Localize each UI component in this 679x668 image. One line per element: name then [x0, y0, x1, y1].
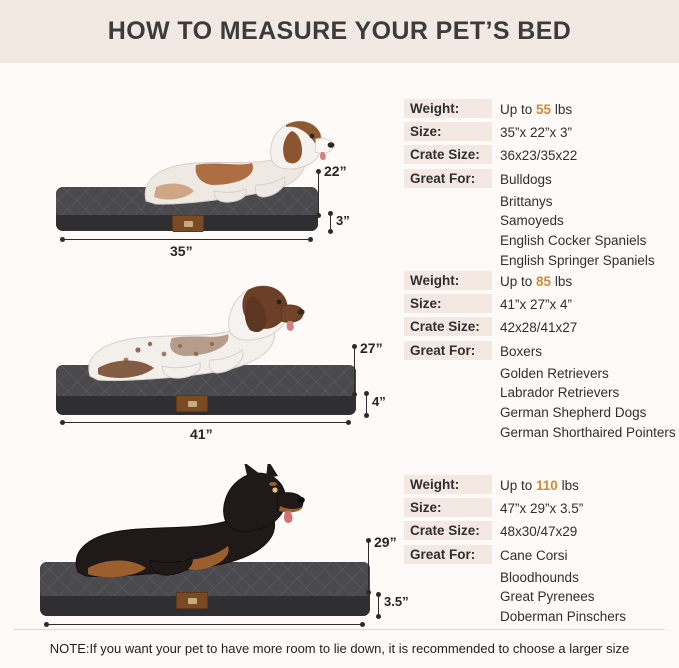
spec-row-size	[404, 122, 679, 144]
spec-label-crate-size: Crate Size:	[404, 145, 492, 164]
spec-value-crate-size: 36x23/35x22	[500, 148, 578, 164]
size-row-medium	[0, 63, 679, 268]
weight-value: 55	[536, 102, 552, 117]
great-for-item: German Shepherd Dogs	[500, 405, 647, 420]
great-for-item: Doberman Pinschers	[500, 609, 627, 624]
spec-label-crate-size: Crate Size:	[404, 317, 492, 336]
bed-illustration-large	[0, 228, 400, 442]
size-row-xlarge	[0, 428, 679, 629]
spec-row-weight	[404, 475, 679, 497]
spec-value-weight	[492, 271, 572, 293]
footer-note: NOTE:If you want your pet to have more room to lie down, it is recommended to choose a larger size	[49, 641, 630, 656]
great-for-item: German Shorthaired Pointers	[500, 424, 676, 440]
spec-label-weight: Weight:	[404, 99, 492, 118]
dim-line-width-medium	[318, 171, 319, 215]
dim-dot	[328, 211, 333, 216]
weight-value: 110	[536, 478, 558, 493]
weight-value: 85	[536, 274, 552, 289]
spec-value-weight	[492, 475, 579, 497]
spec-label-great-for: Great For:	[404, 169, 492, 188]
dim-dot	[316, 213, 321, 218]
dog-illustration-doberman	[62, 464, 322, 584]
spec-row-weight	[404, 271, 679, 293]
spec-value-size: 47”x 29”x 3.5”	[500, 501, 584, 517]
brand-tag-icon	[176, 592, 208, 609]
great-for-item: Boxers	[500, 343, 543, 359]
page-title: HOW TO MEASURE YOUR PET’S BED	[107, 17, 572, 45]
dim-line-width-large	[354, 346, 355, 394]
footer-divider	[14, 629, 665, 630]
dim-label-width-large: 27”	[360, 340, 383, 356]
dim-dot	[366, 590, 371, 595]
spec-row-size	[404, 498, 679, 520]
dim-label-length-medium: 35”	[170, 243, 193, 259]
great-for-item: Brittanys	[500, 193, 553, 209]
great-for-item: Bulldogs	[500, 171, 552, 187]
dim-label-width-medium: 22”	[324, 163, 347, 179]
dog-illustration-pointer	[76, 276, 326, 386]
dim-dot	[360, 622, 365, 627]
weight-unit: lbs	[551, 102, 573, 117]
spec-value-crate-size: 48x30/47x29	[500, 524, 578, 540]
great-for-item: English Cocker Spaniels	[500, 233, 647, 248]
spec-label-size: Size:	[404, 122, 492, 141]
dog-illustration-brittany	[126, 109, 336, 209]
great-for-item: English Springer Spaniels	[500, 252, 655, 268]
dim-line-length-large	[62, 422, 348, 423]
spec-value-size: 35”x 22”x 3”	[500, 125, 573, 141]
great-for-item: Cane Corsi	[500, 547, 568, 563]
spec-label-size: Size:	[404, 294, 492, 313]
dim-label-length-large: 41”	[190, 426, 213, 442]
dim-dot	[364, 413, 369, 418]
spec-panel-large	[404, 271, 679, 442]
great-for-item: Bloodhounds	[500, 569, 579, 585]
size-chart-content	[0, 63, 679, 629]
dim-line-length-xlarge	[46, 624, 362, 625]
weight-prefix: Up to	[500, 102, 537, 117]
spec-row-size	[404, 294, 679, 316]
bed-illustration-xlarge	[0, 428, 409, 629]
dim-line-width-xlarge	[368, 540, 369, 592]
spec-label-crate-size: Crate Size:	[404, 521, 492, 540]
spec-value-weight	[492, 99, 572, 121]
spec-value-crate-size: 42x28/41x27	[500, 320, 578, 336]
spec-value-size: 41”x 27”x 4”	[500, 297, 573, 313]
spec-row-crate-size	[404, 317, 679, 339]
dim-dot	[352, 392, 357, 397]
spec-label-weight: Weight:	[404, 475, 492, 494]
spec-row-great-for	[404, 341, 679, 363]
dim-dot	[376, 592, 381, 597]
spec-row-weight	[404, 99, 679, 121]
spec-label-size: Size:	[404, 498, 492, 517]
dim-line-height-large	[366, 393, 367, 415]
spec-row-crate-size	[404, 145, 679, 167]
great-for-item: Labrador Retrievers	[500, 385, 620, 401]
weight-unit: lbs	[551, 274, 573, 289]
weight-prefix: Up to	[500, 478, 537, 493]
weight-unit: lbs	[557, 478, 579, 493]
dim-label-height-xlarge: 3.5”	[384, 594, 409, 609]
dim-label-width-xlarge: 29”	[374, 534, 397, 550]
dim-line-height-xlarge	[378, 594, 379, 616]
dim-dot	[60, 420, 65, 425]
dim-dot	[346, 420, 351, 425]
size-row-large	[0, 228, 679, 442]
bed-illustration-medium	[0, 63, 400, 259]
weight-prefix: Up to	[500, 274, 537, 289]
great-for-item: Golden Retrievers	[500, 365, 609, 381]
great-for-item: Samoyeds	[500, 213, 564, 229]
spec-label-great-for: Great For:	[404, 545, 492, 564]
spec-row-great-for	[404, 545, 679, 567]
spec-row-great-for	[404, 169, 679, 191]
dim-dot	[44, 622, 49, 627]
spec-panel-xlarge	[404, 475, 679, 646]
dim-dot	[376, 614, 381, 619]
page-header	[0, 0, 679, 63]
spec-row-crate-size	[404, 521, 679, 543]
dim-label-height-large: 4”	[372, 394, 386, 409]
spec-label-great-for: Great For:	[404, 341, 492, 360]
great-for-item: Great Pyrenees	[500, 589, 595, 605]
dim-label-height-medium: 3”	[336, 213, 350, 228]
spec-label-weight: Weight:	[404, 271, 492, 290]
brand-tag-icon	[176, 395, 208, 412]
dim-dot	[364, 391, 369, 396]
footer-note-container	[0, 629, 679, 668]
